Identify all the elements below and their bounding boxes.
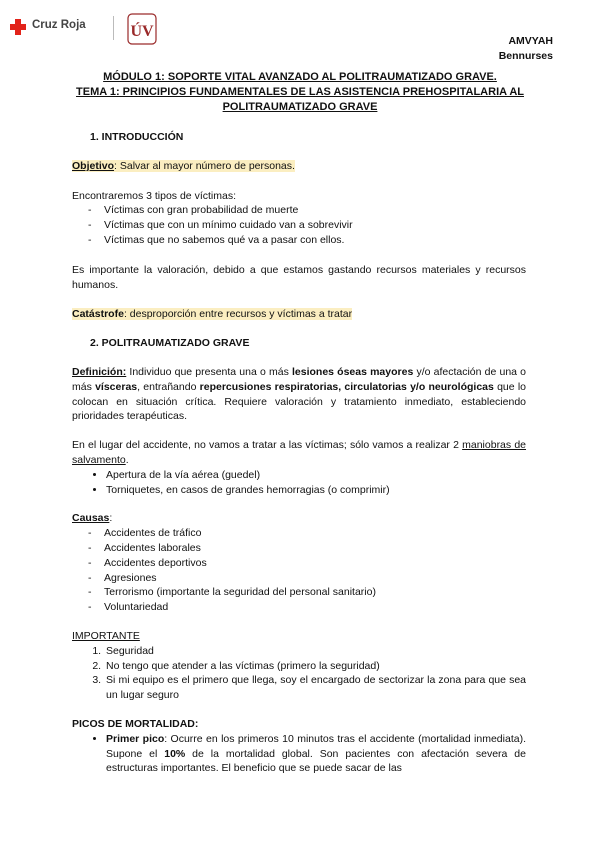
lugar-text: En el lugar del accidente, no vamos a tratar a las víctimas; sólo vamos a realizar 2 xyxy=(72,439,463,452)
pico-bold: 10% xyxy=(164,747,186,760)
valoracion-paragraph: Es importante la valoración, debido a que estamos gastando recursos materiales y recursos humanos. xyxy=(72,263,526,291)
def-bold: lesiones óseas mayores xyxy=(291,365,414,378)
title-line-2: TEMA 1: PRINCIPIOS FUNDAMENTALES DE LAS ASISTENCIA PREHOSPITALARIA AL POLITRAUMATIZADO GRAVE xyxy=(76,86,524,113)
header-logos xyxy=(10,12,170,46)
document-title xyxy=(60,70,540,115)
section-1-heading: 1. INTRODUCCIÓN xyxy=(90,131,184,143)
def-bold: vísceras xyxy=(95,380,138,393)
list-item: • Apertura de la vía aérea (guedel) xyxy=(106,468,526,483)
author-line-2: Bennurses xyxy=(498,50,553,62)
def-text: y/o afectación de una o más xyxy=(72,365,527,393)
catastrofe-text: : desproporción entre recursos y víctimas a tratar xyxy=(123,308,353,321)
maniobras-list xyxy=(72,468,526,498)
list-item: - Voluntariedad xyxy=(88,600,526,615)
def-bold: repercusiones respiratorias, circulatorias y/o neurológicas xyxy=(199,380,494,393)
causas-label: Causas xyxy=(72,512,110,525)
list-item: - Agresiones xyxy=(88,571,526,586)
causas-colon: : xyxy=(109,512,113,525)
list-item: - Víctimas que no sabemos qué va a pasar con ellos. xyxy=(88,233,526,248)
objetivo-line xyxy=(72,159,526,174)
list-item: • Torniquetes, en casos de grandes hemorragias (o comprimir) xyxy=(106,483,526,498)
author-block xyxy=(499,34,553,64)
list-item xyxy=(106,732,526,776)
title-line-1: MÓDULO 1: SOPORTE VITAL AVANZADO AL POLITRAUMATIZADO GRAVE. xyxy=(103,71,497,83)
picos-heading: PICOS DE MORTALIDAD: xyxy=(72,717,199,730)
causas-heading xyxy=(72,511,526,526)
author-line-1: AMVYAH xyxy=(508,35,553,47)
list-item: - Víctimas con gran probabilidad de muerte xyxy=(88,203,526,218)
lugar-underlined: maniobras de salvamento xyxy=(72,439,527,466)
importante-list xyxy=(72,644,526,703)
pico-text: de la mortalidad global. Son pacientes con afectación severa de estructuras importantes. El beneficio que se puede sacar de las xyxy=(106,747,526,775)
section-2-heading: 2. POLITRAUMATIZADO GRAVE xyxy=(90,337,250,350)
list-item: 1. Seguridad xyxy=(104,644,526,659)
list-item: - Accidentes de tráfico xyxy=(88,526,526,541)
list-item: - Accidentes deportivos xyxy=(88,556,526,571)
lugar-text: . xyxy=(125,453,129,466)
document-body xyxy=(72,130,526,776)
def-text: Individuo que presenta una o más xyxy=(126,365,292,378)
victims-list xyxy=(72,203,526,247)
pico-text: : Ocurre en los primeros 10 minutos tras el accidente (mortalidad inmediata). Supone el xyxy=(106,732,526,760)
list-item: 2. No tengo que atender a las víctimas (primero la seguridad) xyxy=(104,659,526,674)
objetivo-text: : Salvar al mayor número de personas. xyxy=(114,159,295,172)
uv-logo-text: ÚV xyxy=(130,23,154,40)
list-item: - Accidentes laborales xyxy=(88,541,526,556)
causas-list xyxy=(72,526,526,615)
red-cross-icon xyxy=(10,19,26,35)
org-name: Cruz Roja xyxy=(32,19,86,31)
def-text: que lo colocan en situación crítica. Requiere valoración y tratamiento inmediato, estableciendo prioridades terapéuticas. xyxy=(72,380,526,423)
catastrofe-label: Catástrofe xyxy=(72,308,124,321)
catastrofe-line xyxy=(72,307,526,322)
university-logo-icon xyxy=(122,12,162,46)
lugar-paragraph xyxy=(72,438,526,468)
definicion-paragraph xyxy=(72,365,526,424)
def-text: , entrañando xyxy=(137,380,200,393)
list-item: - Terrorismo (importante la seguridad del personal sanitario) xyxy=(88,585,526,600)
objetivo-label: Objetivo xyxy=(72,159,115,172)
logo-divider xyxy=(113,16,114,40)
list-item: 3. Si mi equipo es el primero que llega, soy el encargado de sectorizar la zona para que sea un lugar seguro xyxy=(104,673,526,703)
picos-list xyxy=(72,732,526,776)
victims-intro: Encontraremos 3 tipos de víctimas: xyxy=(72,189,236,202)
importante-heading: IMPORTANTE xyxy=(72,629,140,642)
definicion-label: Definición: xyxy=(72,365,127,378)
pico-label: Primer pico xyxy=(106,732,165,745)
list-item: - Víctimas que con un mínimo cuidado van a sobrevivir xyxy=(88,218,526,233)
